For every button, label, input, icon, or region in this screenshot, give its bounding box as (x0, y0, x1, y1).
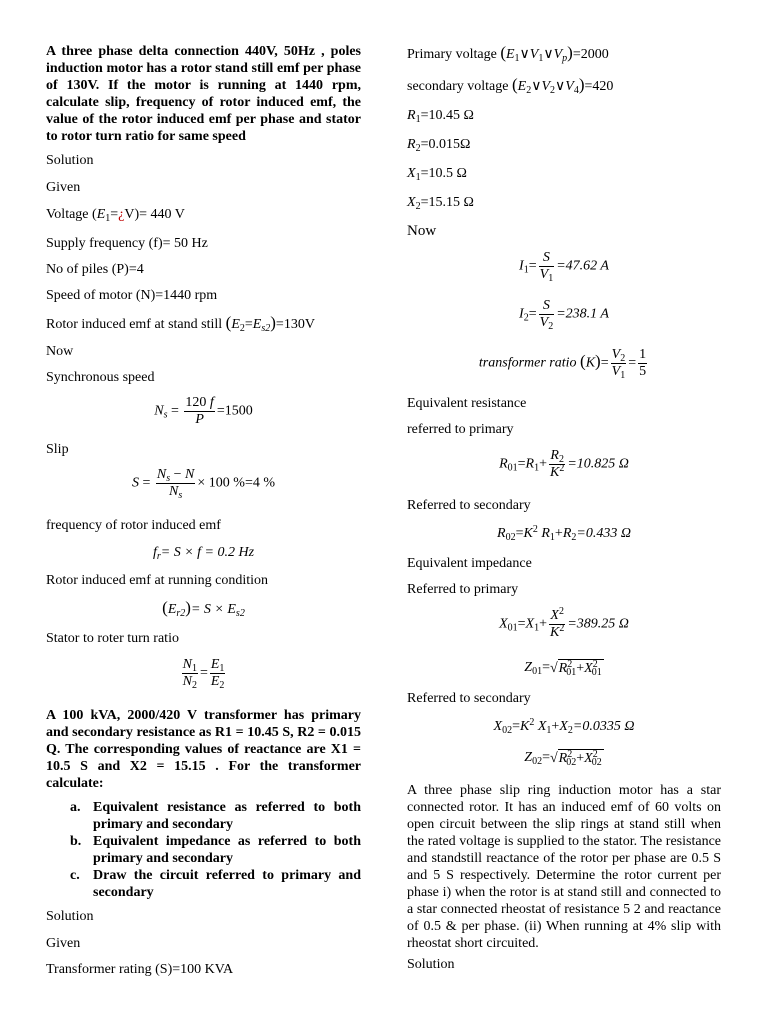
task-item-b: b. Equivalent impedance as referred to both primary and secondary (70, 834, 361, 866)
x2-line: $X_2=15.15$ Ω (407, 195, 474, 212)
turn-ratio-equation: $\frac{N_1}{N_2}$ = $\frac{E_1}{E_2}$ (182, 657, 225, 691)
task-list (46, 799, 361, 901)
solution-heading: Solution (46, 153, 94, 168)
ref-primary-heading: referred to primary (407, 422, 514, 437)
x02-equation: $X_{02}=K^2$ $X_1+X_2=0.0335$ Ω (493, 717, 635, 736)
ref-secondary-2-heading: Referred to secondary (407, 691, 531, 706)
x01-equation: $X_{01}=X_1+$ $\frac{X^2}{K^2}$ =389.25 Ω (499, 606, 629, 640)
fr-equation: $f_r= S \times f = 0.2$ Hz (152, 545, 255, 562)
r02-equation: $R_{02}=K^2$ $R_1+R_2=0.433$ Ω (497, 524, 631, 543)
turn-ratio-heading: Stator to roter turn ratio (46, 631, 179, 646)
task-item-c: c. Draw the circuit referred to primary and secondary (70, 868, 361, 900)
speed-line: Speed of motor (N)=1440 rpm (46, 288, 218, 303)
solution-2-heading: Solution (46, 909, 94, 924)
x1-line: $X_1=10.5$ Ω (407, 166, 467, 183)
eq-resistance-heading: Equivalent resistance (407, 396, 527, 411)
transformer-ratio-equation: transformer ratio (K)= $\frac{V_2}{V_1}$ = $\frac{1}{5}$ (478, 347, 647, 381)
secondary-voltage-line: secondary voltage $(E_2\vee V_2\vee V_4)=420$ (407, 75, 614, 96)
rotor-emf-running-heading: Rotor induced emf at running condition (46, 573, 269, 588)
sync-speed-heading: Synchronous speed (46, 370, 155, 385)
task-item-a: a. Equivalent resistance as referred to both primary and secondary (70, 800, 361, 832)
problem-1-statement: A three phase delta connection 440V, 50Hz , poles induction motor has a rotor stand still emf per phase of 130V. If the motor is running at 1440 rpm, calculate slip, frequency of rotor induced emf, the value of the rotor induced emf per phase and stator to rotor turn ratio for same speed (46, 44, 361, 144)
r1-line: $R_1=10.45$ Ω (407, 108, 474, 125)
i1-equation: $I_1=$ $\frac{S}{V_1}$ =47.62 A (519, 250, 609, 284)
er2-equation: $(E_{r2})= S \times E_{s2}$ (162, 598, 245, 619)
now-heading-right: Now (407, 223, 437, 239)
voltage-line: Voltage $(E_1=¿V)= 440$ V (46, 207, 185, 224)
r01-equation: $R_{01}=R_1+$ $\frac{R_2}{K^2}$ =10.825 Ω (499, 448, 629, 480)
solution-3-heading: Solution (407, 957, 455, 972)
poles-line: No of piles (P)=4 (46, 262, 144, 277)
ref-primary-2-heading: Referred to primary (407, 582, 519, 597)
given-heading: Given (46, 180, 81, 195)
supply-frequency-line: Supply frequency (f)= 50 Hz (46, 236, 208, 251)
slip-heading: Slip (46, 442, 69, 457)
ref-secondary-heading: Referred to secondary (407, 498, 531, 513)
ns-equation: $N_s$ = $\frac{120 f}{P}$ =1500 (154, 395, 253, 427)
given-2-heading: Given (46, 936, 81, 951)
now-heading: Now (46, 344, 74, 359)
rotor-frequency-heading: frequency of rotor induced emf (46, 518, 221, 533)
z02-equation: $Z_{02}=√R^2_{02}+X^2_{02}$ (524, 749, 602, 768)
primary-voltage-line: Primary voltage $(E_1\vee V_1\vee V_p)=2000$ (407, 43, 609, 64)
rotor-emf-line: Rotor induced emf at stand still $(E_2=E_{s2})=130V$ (46, 313, 315, 334)
z01-equation: $Z_{01}=√R^2_{01}+X^2_{01}$ (524, 659, 602, 678)
problem-3-statement: A three phase slip ring induction motor has a star connected rotor. It has an induced emf of 60 volts on open circuit between the slip rings at stand still when the rated voltage is supplied to the stator. The resistance and standstill reactance of the rotor per phase are 0.5 S and 5 S respectively. Determine the rotor current per phase i) when the rotor is at stand still and connected to a star connected rheostat of resistance 5 2 and reactance of 0.5 & per phase. (ii) When running at 4% slip with rheostat short circuited. (407, 783, 721, 951)
transformer-rating-line: Transformer rating (S)=100 KVA (46, 962, 234, 977)
eq-impedance-heading: Equivalent impedance (407, 556, 532, 571)
r2-line: $R_2=0.015\Omega$ (407, 137, 471, 154)
problem-2-statement: A 100 kVA, 2000/420 V transformer has primary and secondary resistance as R1 = 10.45 S, R2 = 0.015 Q. The corresponding values of reactance are X1 = 10.5 S and X2 = 15.15 . For the transformer calculate: (46, 708, 361, 791)
i2-equation: $I_2=$ $\frac{S}{V_2}$ =238.1 A (519, 298, 609, 332)
slip-equation: S = $\frac{N_s - N}{N_s}$ × 100 %=4 % (131, 467, 276, 501)
